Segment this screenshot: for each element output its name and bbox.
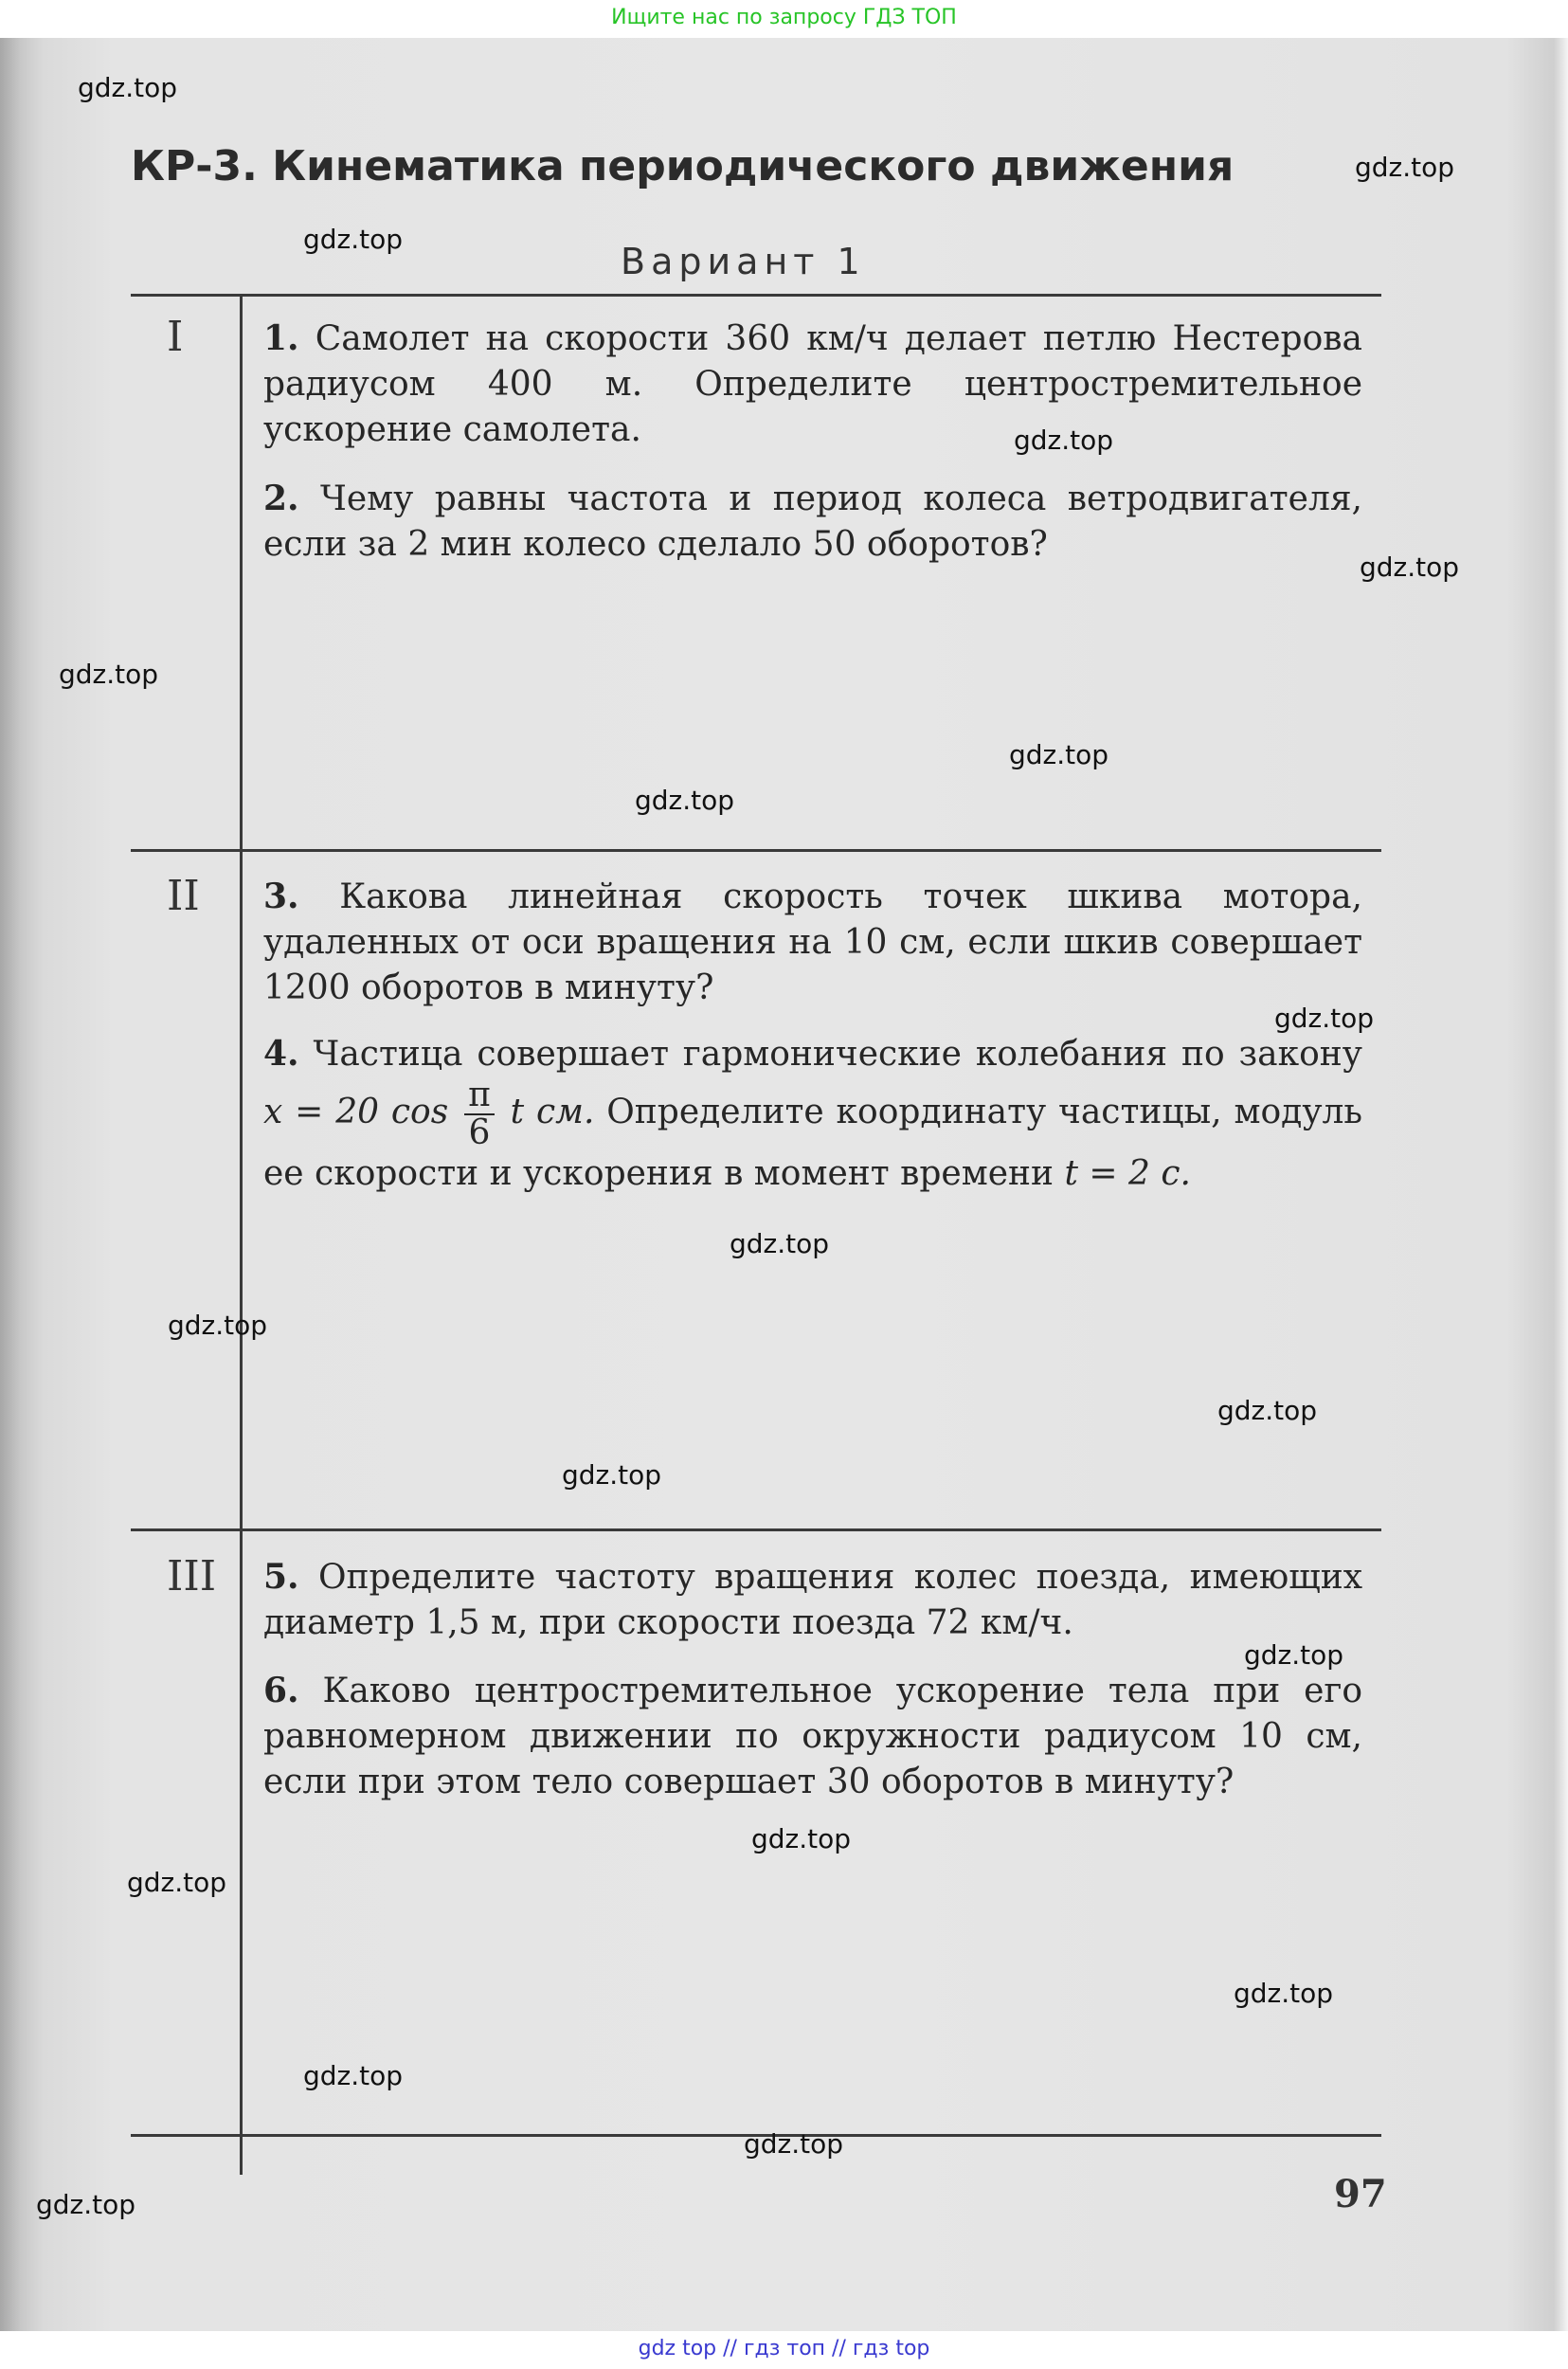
watermark: gdz.top [1014, 425, 1114, 456]
task-3 [263, 874, 1362, 1011]
page-number: 97 [1334, 2172, 1387, 2216]
watermark: gdz.top [730, 1228, 830, 1259]
watermark: gdz.top [303, 224, 404, 255]
watermark: gdz.top [59, 659, 159, 690]
top-banner[interactable]: Ищите нас по запросу ГДЗ ТОП [0, 0, 1568, 38]
task-2 [263, 476, 1362, 568]
task-2-number: 2. [263, 479, 299, 518]
task-5-text: Определите частоту вращения колес поезда, имеющих диаметр 1,5 м, при скорости поезда 72 км/ч. [263, 1558, 1362, 1642]
task-4 [263, 1031, 1362, 1197]
task-6 [263, 1668, 1362, 1805]
task-4-time: t = 2 с. [1064, 1154, 1191, 1193]
watermark: gdz.top [751, 1823, 852, 1854]
watermark: gdz.top [303, 2060, 404, 2091]
watermark: gdz.top [562, 1459, 662, 1491]
task-1-number: 1. [263, 318, 299, 358]
watermark: gdz.top [1009, 739, 1109, 770]
task-4-text-a: Частица совершает гармонические колебания по закону [313, 1035, 1362, 1074]
table-column-rule [240, 294, 243, 2175]
fraction-numerator: π [464, 1077, 495, 1115]
watermark: gdz.top [36, 2189, 136, 2220]
variant-heading: Вариант 1 [621, 241, 866, 282]
watermark: gdz.top [1234, 1978, 1334, 2009]
task-3-text: Какова линейная скорость точек шкива мотора, удаленных от оси вращения на 10 см, если шкив совершает 1200 оборотов в минуту? [263, 877, 1362, 1007]
section-label-III: III [167, 1552, 217, 1600]
watermark: gdz.top [1360, 552, 1460, 583]
bottom-banner[interactable]: gdz top // гдз топ // гдз top [0, 2331, 1568, 2369]
task-4-text-b: Определите координату частицы, модуль ее скорости и ускорения в момент времени [263, 1093, 1362, 1193]
watermark: gdz.top [1355, 152, 1455, 183]
table-top-rule [131, 294, 1381, 297]
watermark: gdz.top [1217, 1395, 1318, 1426]
section-divider-2 [131, 1528, 1381, 1531]
page-title: КР-3. Кинематика периодического движения [131, 142, 1235, 190]
task-5-number: 5. [263, 1557, 299, 1597]
watermark: gdz.top [1244, 1639, 1344, 1671]
task-2-text: Чему равны частота и период колеса ветродвигателя, если за 2 мин колесо сделало 50 оборотов? [263, 479, 1362, 564]
watermark: gdz.top [168, 1310, 268, 1341]
scanned-page [0, 38, 1568, 2331]
task-5 [263, 1554, 1362, 1646]
watermark: gdz.top [635, 785, 735, 816]
watermark: gdz.top [1274, 1003, 1375, 1034]
task-3-number: 3. [263, 877, 299, 916]
task-4-equation-left: x = 20 cos [263, 1093, 449, 1131]
task-1 [263, 316, 1362, 453]
task-4-number: 4. [263, 1034, 299, 1074]
task-4-equation-right: t см. [510, 1093, 595, 1131]
watermark: gdz.top [127, 1867, 227, 1898]
watermark: gdz.top [78, 72, 178, 103]
section-label-I: I [167, 313, 184, 361]
task-6-text: Каково центростремительное ускорение тела при его равномерном движении по окружности радиусом 10 см, если при этом тело совершает 30 оборотов в минуту? [263, 1672, 1362, 1801]
watermark: gdz.top [744, 2128, 844, 2160]
task-1-text: Самолет на скорости 360 км/ч делает петлю Нестерова радиусом 400 м. Определите центростремительное ускорение самолета. [263, 319, 1362, 449]
task-6-number: 6. [263, 1671, 299, 1710]
section-label-II: II [167, 872, 200, 920]
section-divider-1 [131, 849, 1381, 852]
fraction-denominator: 6 [468, 1113, 491, 1152]
task-4-fraction [464, 1077, 495, 1151]
